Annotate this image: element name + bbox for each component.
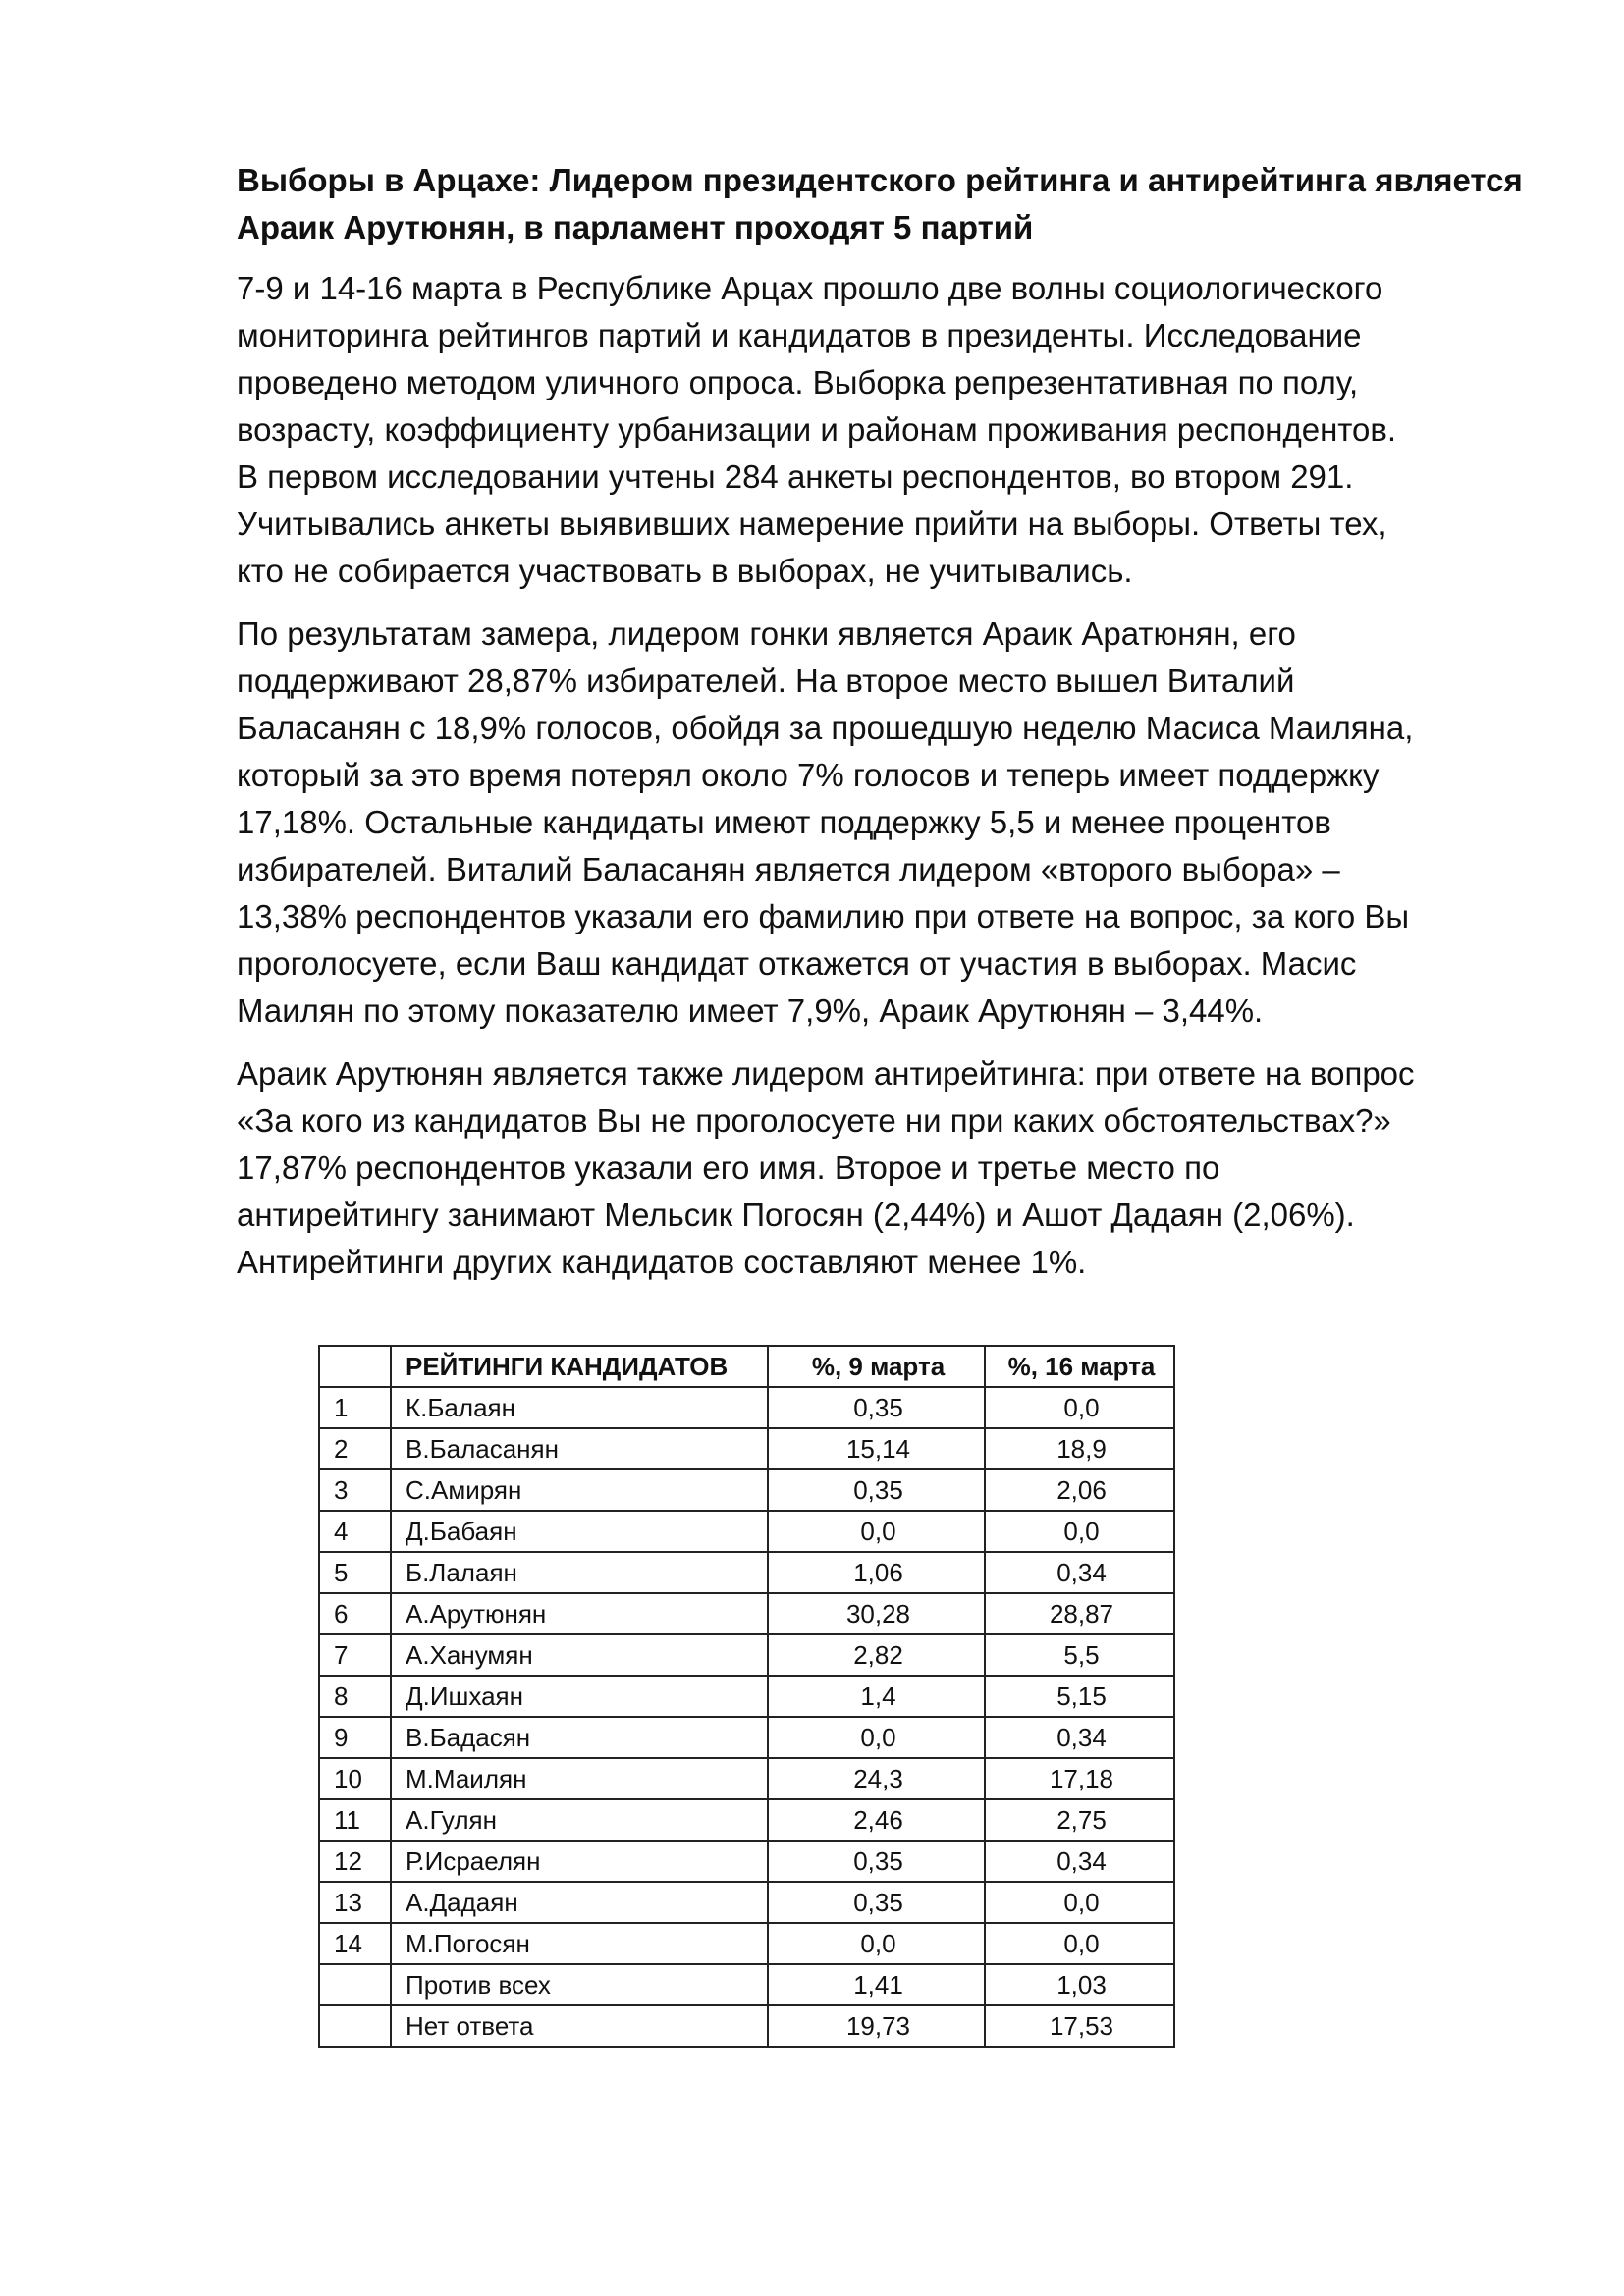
cell-march-9: 0,35 [768,1469,985,1511]
table-row [319,1882,1174,1923]
cell-index [319,2005,391,2047]
cell-march-9: 1,06 [768,1552,985,1593]
cell-march-16: 0,0 [985,1511,1174,1552]
table-row [319,1799,1174,1841]
cell-candidate-name: Р.Исраелян [391,1841,768,1882]
paragraph-methodology: 7-9 и 14-16 марта в Республике Арцах прошло две волны социологического мониторинга рейтингов партий и кандидатов в президенты. Исследование проведено методом уличного опроса. Выборка репрезентативная по полу, возрасту, коэффициенту урбанизации и районам проживания респондентов. В первом исследовании учтены 284 анкеты респондентов, во втором 291. Учитывались анкеты выявивших намерение прийти на выборы. Ответы тех, кто не собирается участвовать в выборах, не учитывались. [237,270,1397,589]
cell-candidate-name: Д.Ишхаян [391,1676,768,1717]
cell-march-9: 0,0 [768,1923,985,1964]
document-page [237,157,1533,1302]
cell-candidate-name: В.Бадасян [391,1717,768,1758]
table-row [319,1964,1174,2005]
cell-march-16: 5,5 [985,1634,1174,1676]
cell-march-9: 0,35 [768,1387,985,1428]
candidate-ratings-table [318,1345,1175,2048]
cell-march-9: 0,35 [768,1882,985,1923]
header-march-16: %, 16 марта [985,1346,1174,1387]
cell-index: 2 [319,1428,391,1469]
paragraph-antirating: Араик Арутюнян является также лидером антирейтинга: при ответе на вопрос «За кого из кандидатов Вы не проголосуете ни при каких обстоятельствах?» 17,87% респондентов указали его имя. Второе и третье место по антирейтингу занимают Мельсик Погосян (2,44%) и Ашот Дадаян (2,06%). Антирейтинги других кандидатов составляют менее 1%. [237,1055,1415,1280]
cell-candidate-name: А.Ханумян [391,1634,768,1676]
cell-march-16: 18,9 [985,1428,1174,1469]
cell-march-16: 1,03 [985,1964,1174,2005]
cell-index: 13 [319,1882,391,1923]
header-candidate-ratings: РЕЙТИНГИ КАНДИДАТОВ [391,1346,768,1387]
cell-candidate-name: В.Баласанян [391,1428,768,1469]
cell-march-16: 2,75 [985,1799,1174,1841]
cell-candidate-name: Против всех [391,1964,768,2005]
cell-march-16: 5,15 [985,1676,1174,1717]
table-row [319,1593,1174,1634]
cell-march-9: 2,82 [768,1634,985,1676]
cell-march-9: 24,3 [768,1758,985,1799]
cell-march-9: 1,4 [768,1676,985,1717]
cell-candidate-name: Д.Бабаян [391,1511,768,1552]
cell-index: 1 [319,1387,391,1428]
paragraph-results: По результатам замера, лидером гонки является Араик Аратюнян, его поддерживают 28,87% избирателей. На второе место вышел Виталий Баласанян с 18,9% голосов, обойдя за прошедшую неделю Масиса Маиляна, который за это время потерял около 7% голосов и теперь имеет поддержку 17,18%. Остальные кандидаты имеют поддержку 5,5 и менее процентов избирателей. Виталий Баласанян является лидером «второго выбора» – 13,38% респондентов указали его фамилию при ответе на вопрос, за кого Вы проголосуете, если Ваш кандидат откажется от участия в выборах. Масис Маилян по этому показателю имеет 7,9%, Араик Арутюнян – 3,44%. [237,615,1414,1029]
cell-index: 6 [319,1593,391,1634]
table-row [319,1634,1174,1676]
table-row [319,1923,1174,1964]
table-row [319,1428,1174,1469]
table-row [319,1552,1174,1593]
table-header-row [319,1346,1174,1387]
table-row [319,1511,1174,1552]
table-body [319,1387,1174,2047]
cell-candidate-name: Нет ответа [391,2005,768,2047]
cell-march-9: 0,0 [768,1511,985,1552]
cell-march-9: 15,14 [768,1428,985,1469]
cell-march-9: 0,35 [768,1841,985,1882]
table-row [319,1387,1174,1428]
cell-march-9: 30,28 [768,1593,985,1634]
cell-index: 3 [319,1469,391,1511]
cell-index: 12 [319,1841,391,1882]
cell-march-16: 28,87 [985,1593,1174,1634]
cell-index: 9 [319,1717,391,1758]
header-march-9: %, 9 марта [768,1346,985,1387]
cell-candidate-name: М.Погосян [391,1923,768,1964]
cell-march-16: 0,34 [985,1552,1174,1593]
cell-march-16: 2,06 [985,1469,1174,1511]
cell-index: 10 [319,1758,391,1799]
table-row [319,1758,1174,1799]
cell-index: 11 [319,1799,391,1841]
cell-march-16: 0,34 [985,1717,1174,1758]
cell-candidate-name: А.Арутюнян [391,1593,768,1634]
cell-march-16: 17,18 [985,1758,1174,1799]
cell-candidate-name: М.Маилян [391,1758,768,1799]
header-index [319,1346,391,1387]
cell-index: 7 [319,1634,391,1676]
table-row [319,1676,1174,1717]
cell-index: 4 [319,1511,391,1552]
cell-march-16: 0,0 [985,1923,1174,1964]
cell-index [319,1964,391,2005]
cell-march-9: 0,0 [768,1717,985,1758]
cell-candidate-name: Б.Лалаян [391,1552,768,1593]
cell-candidate-name: К.Балаян [391,1387,768,1428]
table-row [319,1469,1174,1511]
cell-march-16: 17,53 [985,2005,1174,2047]
cell-march-16: 0,0 [985,1882,1174,1923]
article-title: Выборы в Арцахе: Лидером президентского рейтинга и антирейтинга является Араик Арутюнян, в парламент проходят 5 партий [237,162,1523,245]
cell-candidate-name: А.Гулян [391,1799,768,1841]
table-row [319,1841,1174,1882]
cell-candidate-name: С.Амирян [391,1469,768,1511]
cell-march-16: 0,34 [985,1841,1174,1882]
table-row [319,2005,1174,2047]
cell-march-16: 0,0 [985,1387,1174,1428]
table-row [319,1717,1174,1758]
cell-march-9: 1,41 [768,1964,985,2005]
cell-index: 14 [319,1923,391,1964]
cell-candidate-name: А.Дадаян [391,1882,768,1923]
cell-index: 5 [319,1552,391,1593]
cell-march-9: 19,73 [768,2005,985,2047]
cell-march-9: 2,46 [768,1799,985,1841]
cell-index: 8 [319,1676,391,1717]
